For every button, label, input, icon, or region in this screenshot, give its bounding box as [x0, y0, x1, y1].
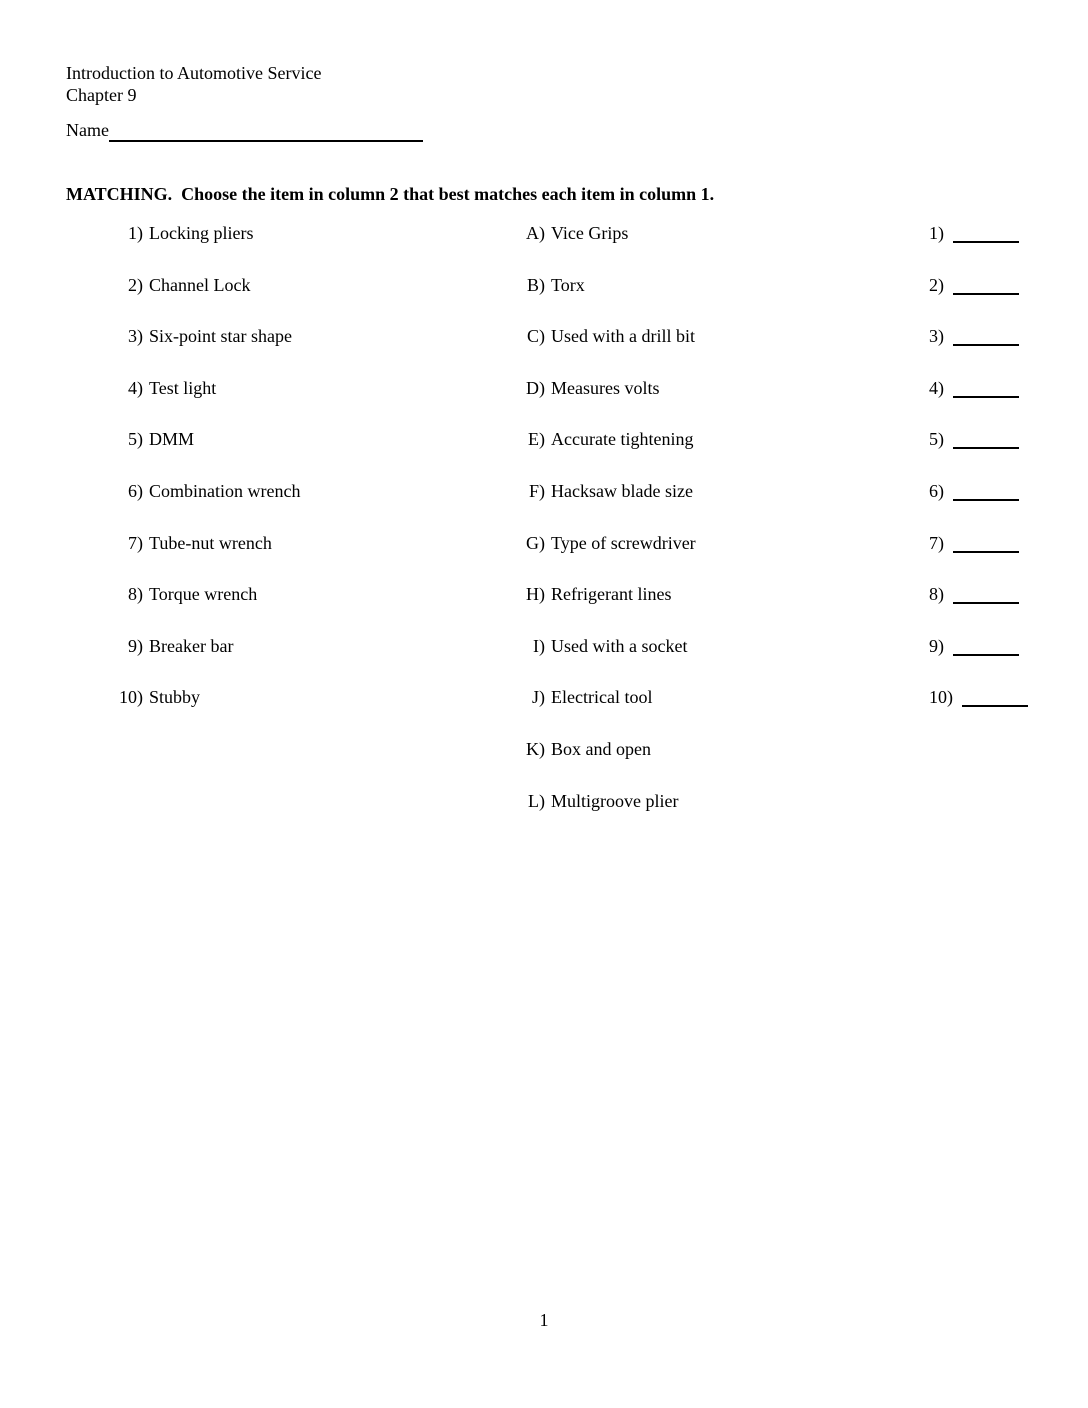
item-number: 10) [119, 687, 143, 708]
item-number: 5) [128, 429, 143, 450]
answer-number: 7) [929, 532, 944, 553]
answer-cell [877, 583, 1088, 606]
matching-row [0, 635, 1088, 687]
answer-cell [877, 686, 1088, 709]
option-label: Box and open [551, 738, 651, 759]
option-letter: L) [528, 790, 545, 811]
item-number: 8) [128, 584, 143, 605]
answer-blank-line [953, 447, 1019, 449]
answer-number: 10) [929, 687, 953, 708]
answer-cell [877, 428, 1088, 451]
option-label: Vice Grips [551, 223, 629, 243]
answer-cell [877, 377, 1088, 400]
answer-blank-line [953, 654, 1019, 656]
answer-number: 4) [929, 377, 944, 398]
item-label: Breaker bar [149, 635, 234, 656]
matching-row [0, 532, 1088, 584]
option-label: Used with a socket [551, 635, 688, 656]
answer-number: 1) [929, 223, 944, 243]
option-label: Measures volts [551, 377, 660, 398]
matching-row [0, 274, 1088, 326]
answer-cell [877, 635, 1088, 658]
answer-blank-line [953, 293, 1019, 295]
page-number: 1 [539, 1310, 549, 1330]
answer-cell [877, 480, 1088, 503]
matching-row [0, 325, 1088, 377]
item-number: 2) [128, 274, 143, 295]
answer-blank-line [953, 344, 1019, 346]
answer-blank-line [953, 396, 1019, 398]
answer-cell [877, 222, 1088, 245]
course-title: Introduction to Automotive Service [66, 63, 322, 83]
option-label: Electrical tool [551, 687, 653, 708]
option-letter: A) [526, 223, 545, 243]
option-label: Multigroove plier [551, 790, 679, 811]
option-label: Refrigerant lines [551, 584, 672, 605]
item-number: 4) [128, 377, 143, 398]
answer-blank-line [953, 241, 1019, 243]
option-label: Type of screwdriver [551, 532, 696, 553]
option-letter: E) [528, 429, 545, 450]
item-label: Channel Lock [149, 274, 251, 295]
item-label: Stubby [149, 687, 201, 708]
matching-row [0, 790, 1088, 842]
page-header [66, 62, 321, 106]
option-letter: H) [526, 584, 545, 605]
matching-row [0, 222, 1088, 274]
answer-cell [877, 532, 1088, 555]
item-number: 7) [128, 532, 143, 553]
answer-blank-line [962, 705, 1028, 707]
item-label: Test light [149, 377, 217, 398]
item-label: Tube-nut wrench [149, 532, 272, 553]
name-row [66, 120, 423, 141]
item-label: Six-point star shape [149, 326, 292, 347]
item-number: 6) [128, 480, 143, 501]
answer-number: 8) [929, 584, 944, 605]
option-letter: K) [526, 738, 545, 759]
matching-row [0, 377, 1088, 429]
name-blank-line [109, 140, 423, 142]
chapter-title: Chapter 9 [66, 85, 137, 105]
matching-grid [0, 222, 1088, 841]
item-number: 3) [128, 326, 143, 347]
matching-row [0, 686, 1088, 738]
answer-number: 3) [929, 326, 944, 347]
item-label: Locking pliers [149, 223, 254, 243]
option-letter: D) [526, 377, 545, 398]
answer-number: 9) [929, 635, 944, 656]
option-letter: C) [527, 326, 545, 347]
answer-number: 5) [929, 429, 944, 450]
matching-row [0, 428, 1088, 480]
option-letter: F) [528, 480, 545, 501]
option-letter: G) [526, 532, 545, 553]
option-label: Torx [551, 274, 585, 295]
answer-blank-line [953, 602, 1019, 604]
answer-blank-line [953, 499, 1019, 501]
item-number: 1) [128, 223, 143, 243]
matching-row [0, 583, 1088, 635]
matching-row [0, 480, 1088, 532]
answer-number: 2) [929, 274, 944, 295]
option-letter: J) [532, 687, 545, 708]
option-label: Hacksaw blade size [551, 480, 693, 501]
matching-instructions: MATCHING. Choose the item in column 2 that best matches each item in column 1. [66, 184, 715, 204]
option-label: Accurate tightening [551, 429, 694, 450]
option-label: Used with a drill bit [551, 326, 695, 347]
answer-cell [877, 274, 1088, 297]
answer-blank-line [953, 551, 1019, 553]
answer-cell [877, 325, 1088, 348]
matching-row [0, 738, 1088, 790]
item-label: Combination wrench [149, 480, 301, 501]
item-label: DMM [149, 429, 195, 450]
item-label: Torque wrench [149, 584, 258, 605]
item-number: 9) [128, 635, 143, 656]
option-letter: B) [527, 274, 545, 295]
answer-number: 6) [929, 480, 944, 501]
option-letter: I) [533, 635, 545, 656]
name-label: Name [66, 120, 109, 140]
